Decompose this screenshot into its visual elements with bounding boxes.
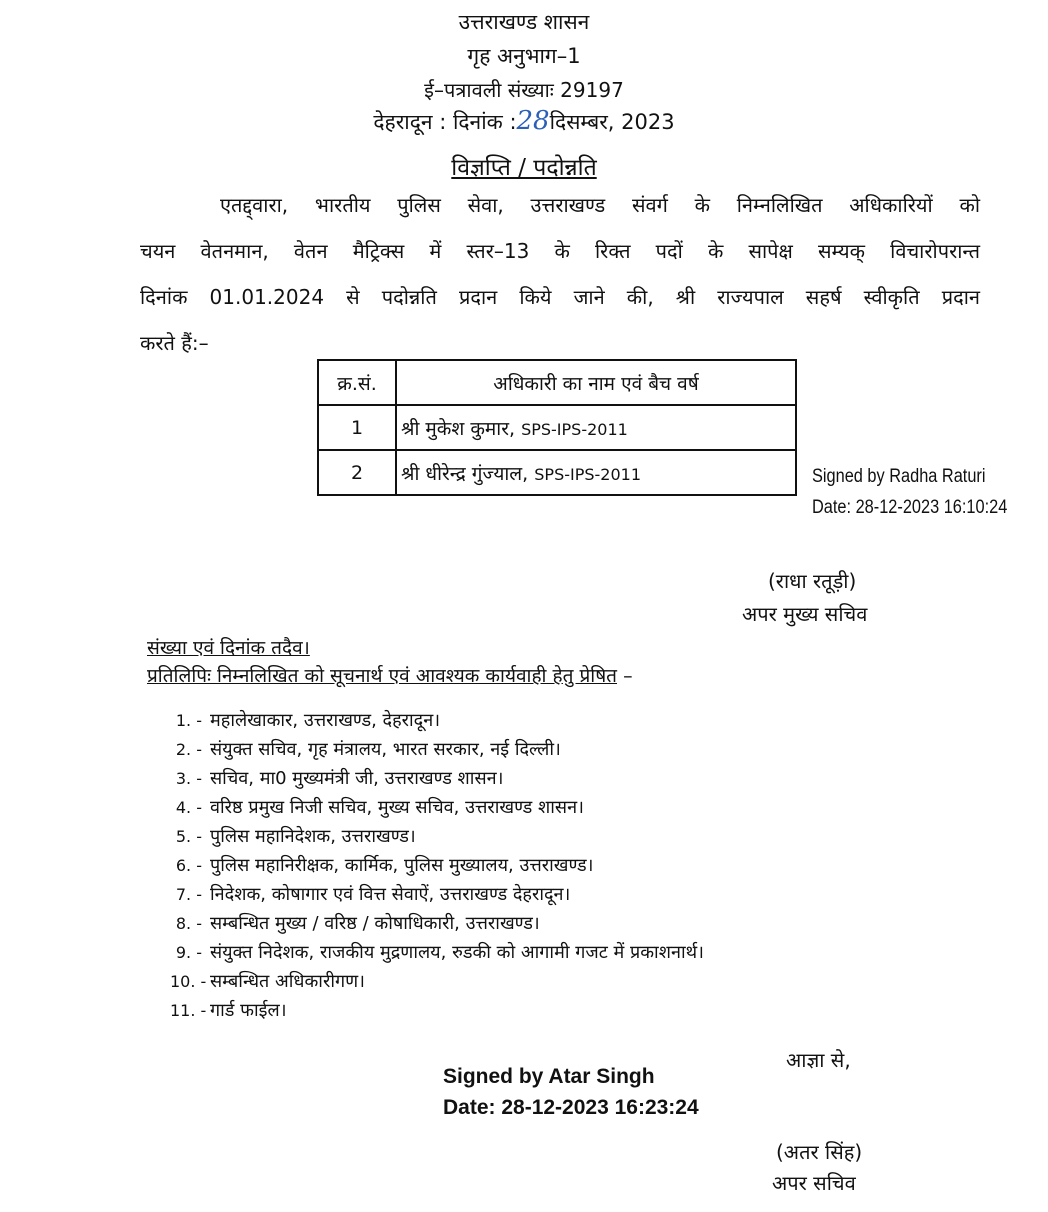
table-header-row bbox=[318, 360, 796, 405]
list-item bbox=[170, 793, 704, 822]
digital-signature-date: Date: 28-12-2023 16:23:24 bbox=[443, 1096, 699, 1119]
body-line: चयन वेतनमान, वेतन मैट्रिक्स में स्तर–13 के रिक्त पदों के सापेक्ष सम्यक् विचारोपरान्त bbox=[140, 239, 980, 263]
item-text: संयुक्त सचिव, गृह मंत्रालय, भारत सरकार, नई दिल्ली। bbox=[210, 739, 561, 760]
list-item bbox=[170, 938, 704, 967]
item-text: पुलिस महानिदेशक, उत्तराखण्ड। bbox=[210, 826, 416, 847]
copy-heading-text: प्रतिलिपिः निम्नलिखित को सूचनार्थ एवं आवश्यक कार्यवाही हेतु प्रेषित bbox=[147, 665, 618, 687]
by-order-text: आज्ञा से, bbox=[786, 1048, 851, 1072]
item-text: गार्ड फाईल। bbox=[210, 1000, 287, 1021]
body-line: दिनांक 01.01.2024 से पदोन्नति प्रदान किये जाने की, श्री राज्यपाल सहर्ष स्वीकृति प्रदान bbox=[140, 285, 980, 309]
list-item bbox=[170, 706, 704, 735]
item-number: 3. - bbox=[175, 769, 202, 788]
officer-batch: SPS-IPS-2011 bbox=[521, 419, 628, 439]
list-item bbox=[170, 967, 704, 996]
item-text: महालेखाकार, उत्तराखण्ड, देहरादून। bbox=[210, 710, 441, 731]
date-prefix: देहरादून : दिनांक : bbox=[373, 110, 517, 134]
serial-cell: 1 bbox=[318, 405, 396, 450]
item-number: 5. - bbox=[175, 827, 202, 846]
list-item bbox=[170, 735, 704, 764]
list-item bbox=[170, 996, 704, 1025]
list-item bbox=[170, 822, 704, 851]
item-number: 6. - bbox=[175, 856, 202, 875]
body-line: करते हैं:– bbox=[140, 331, 209, 355]
signatory-name: (राधा रतूड़ी) bbox=[768, 569, 857, 593]
item-text: वरिष्ठ प्रमुख निजी सचिव, मुख्य सचिव, उत्तराखण्ड शासन। bbox=[210, 797, 584, 818]
item-number: 2. - bbox=[175, 740, 202, 759]
digital-signature-name: Signed by Radha Raturi bbox=[812, 466, 986, 487]
notice-title: विज्ञप्ति / पदोन्नति bbox=[451, 155, 597, 181]
file-number: ई–पत्रावली संख्याः 29197 bbox=[424, 78, 624, 102]
list-item bbox=[170, 880, 704, 909]
col-header-serial: क्र.सं. bbox=[318, 360, 396, 405]
department-name: उत्तराखण्ड शासन bbox=[458, 10, 590, 34]
item-number: 7. - bbox=[175, 885, 202, 904]
reference-line: संख्या एवं दिनांक तदैव। bbox=[147, 637, 310, 659]
item-text: सम्बन्धित अधिकारीगण। bbox=[210, 971, 365, 992]
table-row bbox=[318, 450, 796, 495]
item-text: सम्बन्धित मुख्य / वरिष्ठ / कोषाधिकारी, उत्तराखण्ड। bbox=[210, 913, 540, 934]
name-cell bbox=[396, 450, 796, 495]
officer-name: श्री मुकेश कुमार, bbox=[401, 417, 516, 440]
list-item bbox=[170, 764, 704, 793]
col-header-name-batch: अधिकारी का नाम एवं बैच वर्ष bbox=[396, 360, 796, 405]
item-number: 11. - bbox=[170, 1001, 207, 1020]
handwritten-day: 28 bbox=[516, 106, 550, 136]
name-cell bbox=[396, 405, 796, 450]
item-number: 10. - bbox=[170, 972, 207, 991]
copy-heading-dash: – bbox=[623, 665, 633, 687]
item-number: 1. - bbox=[175, 711, 202, 730]
body-line: एतद्द्वारा, भारतीय पुलिस सेवा, उत्तराखण्ड संवर्ग के निम्नलिखित अधिकारियों को bbox=[220, 193, 980, 217]
item-text: पुलिस महानिरीक्षक, कार्मिक, पुलिस मुख्यालय, उत्तराखण्ड। bbox=[210, 855, 594, 876]
signatory-designation: अपर मुख्य सचिव bbox=[742, 602, 868, 626]
serial-cell: 2 bbox=[318, 450, 396, 495]
item-number: 4. - bbox=[175, 798, 202, 817]
digital-signature-date: Date: 28-12-2023 16:10:24 bbox=[812, 497, 1008, 518]
item-text: निदेशक, कोषागार एवं वित्त सेवाऐं, उत्तराखण्ड देहरादून। bbox=[210, 884, 571, 905]
list-item bbox=[170, 851, 704, 880]
notice-body bbox=[140, 182, 980, 366]
section-name: गृह अनुभाग–1 bbox=[467, 44, 581, 68]
item-text: संयुक्त निदेशक, राजकीय मुद्रणालय, रुडकी को आगामी गजट में प्रकाशनार्थ। bbox=[210, 942, 704, 963]
date-suffix: दिसम्बर, 2023 bbox=[549, 110, 675, 134]
officer-name: श्री धीरेन्द्र गुंज्याल, bbox=[401, 462, 529, 485]
list-item bbox=[170, 909, 704, 938]
item-number: 8. - bbox=[175, 914, 202, 933]
signatory-name: (अतर सिंह) bbox=[776, 1140, 863, 1164]
signatory-designation: अपर सचिव bbox=[772, 1171, 856, 1195]
copy-recipients-list bbox=[170, 706, 704, 1025]
item-number: 9. - bbox=[175, 943, 202, 962]
digital-signature-name: Signed by Atar Singh bbox=[443, 1065, 655, 1088]
officers-table bbox=[317, 359, 797, 496]
copy-heading bbox=[147, 662, 633, 688]
table-row bbox=[318, 405, 796, 450]
officer-batch: SPS-IPS-2011 bbox=[534, 464, 642, 484]
date-line bbox=[0, 106, 1048, 136]
item-text: सचिव, मा0 मुख्यमंत्री जी, उत्तराखण्ड शासन। bbox=[210, 768, 504, 789]
